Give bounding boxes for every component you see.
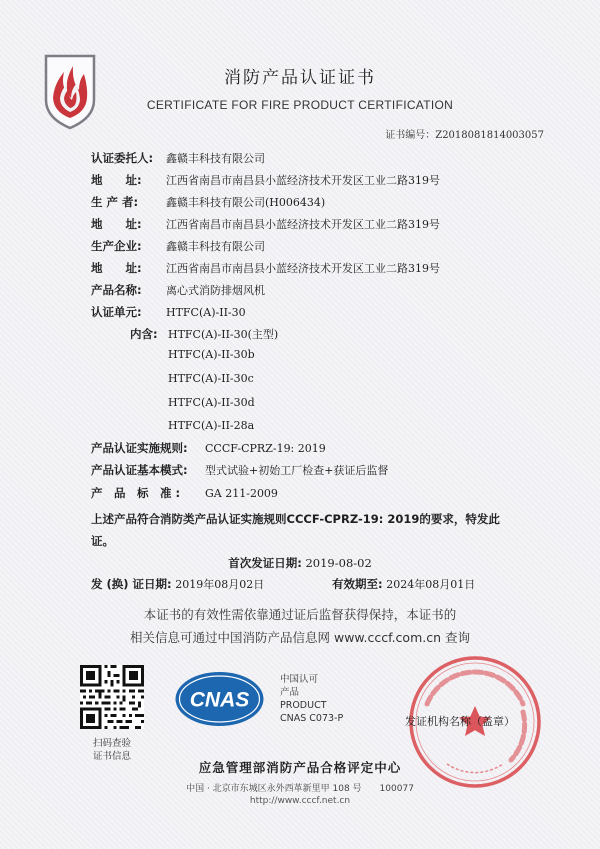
field-client bbox=[91, 150, 265, 166]
first-issue-value: 2019-08-02 bbox=[305, 556, 372, 570]
field-label: 产 品 标 准 : bbox=[91, 486, 181, 500]
field-label: 产品认证基本模式: bbox=[91, 463, 188, 477]
field-value: HTFC(A)-II-30 bbox=[166, 306, 246, 319]
cnas-line3: PRODUCT bbox=[280, 700, 327, 711]
field-client-address bbox=[91, 172, 440, 188]
certificate-number bbox=[385, 126, 544, 141]
issuing-center-website[interactable]: http://www.cccf.net.cn bbox=[249, 796, 351, 806]
field-value: 型式试验+初始工厂检查+获证后监督 bbox=[205, 464, 389, 477]
cnas-accreditation bbox=[280, 673, 343, 725]
field-value: 离心式消防排烟风机 bbox=[166, 284, 265, 297]
first-issue-date bbox=[0, 555, 600, 571]
certificate-title-cn: 消防产品认证证书 bbox=[224, 68, 376, 88]
contains-label: 内含: bbox=[130, 327, 158, 341]
qr-caption-line2: 证书信息 bbox=[92, 751, 131, 762]
field-certification-unit bbox=[91, 304, 246, 320]
field-implementation-rules bbox=[91, 440, 326, 456]
field-value: 鑫赣丰科技有限公司(H006434) bbox=[166, 196, 326, 209]
qr-code[interactable] bbox=[80, 665, 144, 729]
valid-until-value: 2024年08月01日 bbox=[386, 578, 476, 591]
valid-until-label: 有效期至: bbox=[332, 577, 383, 591]
valid-until bbox=[332, 576, 475, 592]
field-producer-address bbox=[91, 216, 440, 232]
cnas-line4: CNAS C073-P bbox=[280, 713, 344, 724]
cnas-line1: 中国认可 bbox=[280, 674, 319, 685]
field-label: 生产企业: bbox=[91, 239, 142, 253]
cnas-line2: 产品 bbox=[280, 687, 300, 698]
field-value: CCCF-CPRZ-19: 2019 bbox=[205, 442, 326, 455]
field-value: GA 211-2009 bbox=[205, 487, 278, 500]
issue-date-label: 发 (换) 证日期: bbox=[91, 577, 172, 591]
contains-item: HTFC(A)-II-28a bbox=[168, 419, 255, 432]
field-value: 江西省南昌市南昌县小蓝经济技术开发区工业二路319号 bbox=[166, 262, 440, 275]
issuer-label: 发证机构名称（盖章） bbox=[405, 715, 515, 728]
certificate-number-label: 证书编号： bbox=[385, 130, 436, 141]
field-product-name bbox=[91, 282, 265, 298]
contains-item: HTFC(A)-II-30b bbox=[168, 348, 255, 361]
qr-caption-line1: 扫码查验 bbox=[92, 738, 131, 749]
issuing-center-address: 中国 · 北京市东城区永外西革新里甲 108 号 100077 bbox=[186, 784, 414, 794]
field-label: 认证委托人: bbox=[91, 151, 154, 165]
contains-item: HTFC(A)-II-30d bbox=[168, 396, 255, 409]
field-manufacturer bbox=[91, 238, 265, 254]
field-value: 鑫赣丰科技有限公司 bbox=[166, 240, 265, 253]
field-product-standard bbox=[91, 485, 278, 501]
cnas-logo-text: CNAS bbox=[189, 688, 250, 712]
field-label: 产品认证实施规则: bbox=[91, 441, 188, 455]
contains-item: HTFC(A)-II-30(主型) bbox=[168, 328, 279, 341]
validity-notice-line1: 本证书的有效性需依靠通过证后监督获得保持，本证书的 bbox=[143, 607, 457, 622]
certificate-number-value: Z2018081814003057 bbox=[435, 130, 544, 141]
validity-notice-line2: 相关信息可通过中国消防产品信息网 www.cccf.com.cn 查询 bbox=[130, 630, 470, 645]
field-manufacturer-address bbox=[91, 260, 440, 276]
field-label: 地 址: bbox=[91, 261, 142, 275]
field-label: 生 产 者: bbox=[91, 195, 139, 209]
certification-statement: 上述产品符合消防类产品认证实施规则CCCF-CPRZ-19: 2019的要求，特发此证。 bbox=[91, 512, 500, 548]
field-producer bbox=[91, 194, 325, 210]
issuing-center-name: 应急管理部消防产品合格评定中心 bbox=[198, 760, 402, 775]
field-value: 江西省南昌市南昌县小蓝经济技术开发区工业二路319号 bbox=[166, 218, 440, 231]
field-certification-mode bbox=[91, 462, 388, 478]
certificate-title-en: CERTIFICATE FOR FIRE PRODUCT CERTIFICATION bbox=[146, 98, 454, 112]
issue-date bbox=[91, 576, 264, 592]
field-label: 地 址: bbox=[91, 173, 142, 187]
field-label: 认证单元: bbox=[91, 305, 142, 319]
first-issue-label: 首次发证日期: bbox=[228, 556, 302, 570]
issue-date-value: 2019年08月02日 bbox=[175, 578, 265, 591]
field-value: 鑫赣丰科技有限公司 bbox=[166, 152, 265, 165]
contains-row bbox=[130, 326, 278, 342]
field-label: 产品名称: bbox=[91, 283, 142, 297]
field-label: 地 址: bbox=[91, 217, 142, 231]
field-value: 江西省南昌市南昌县小蓝经济技术开发区工业二路319号 bbox=[166, 174, 440, 187]
contains-item: HTFC(A)-II-30c bbox=[168, 372, 254, 385]
cnas-logo bbox=[172, 668, 267, 730]
